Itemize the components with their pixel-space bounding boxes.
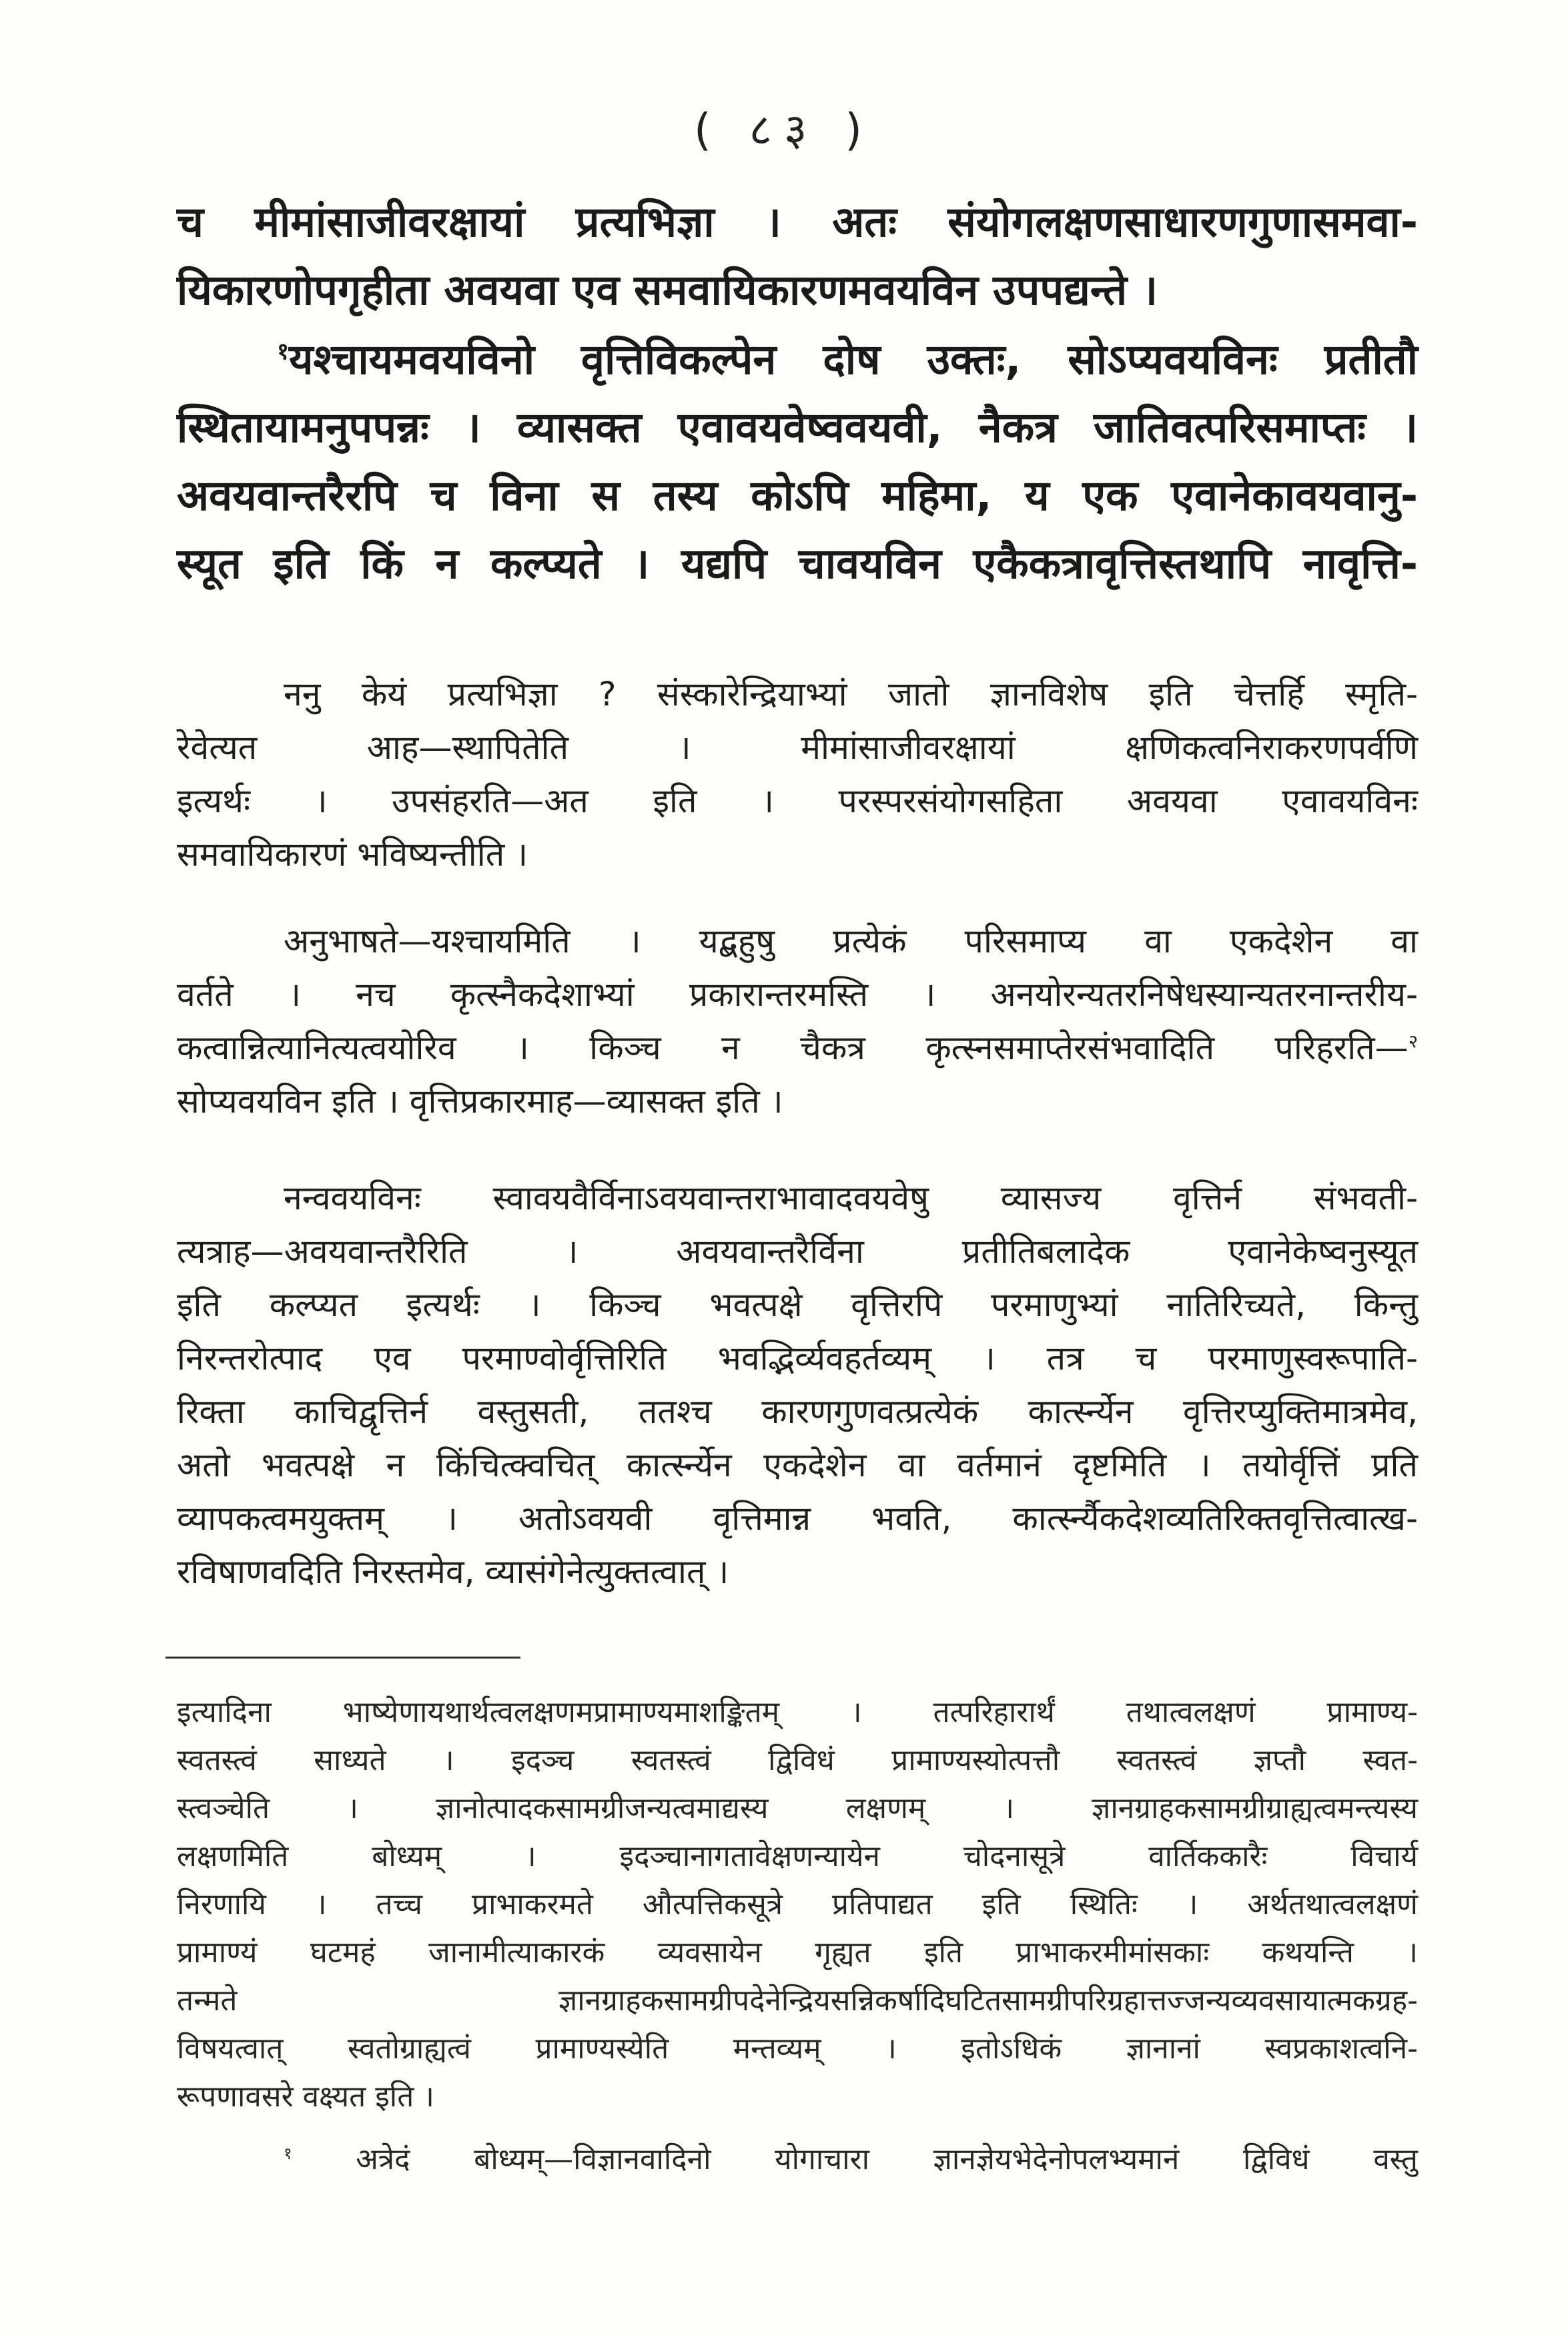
text-line: स्वतस्त्वं साध्यते । इदञ्च स्वतस्त्वं द्विविधं प्रामाण्यस्योत्पत्तौ स्वतस्त्वं ज्ञप्तौ स्वत- [177,1743,1418,1777]
text-line: सोप्यवयविन इति । वृत्तिप्रकारमाह—व्यासक्त इति । [177,1082,783,1121]
text-line: रेवेत्यत आह—स्थापितेति । मीमांसाजीवरक्षायां क्षणिकत्वनिराकरणपर्वणि [177,728,1418,767]
text-line: त्यत्राह—अवयवान्तरैरिति । अवयवान्तरैर्विना प्रतीतिबलादेक एवानेकेष्वनुस्यूत [177,1232,1418,1271]
text-line: रविषाणवदिति निरस्तमेव, व्यासंगेनेत्युक्तत्वात् । [177,1552,729,1591]
text-line: इत्यर्थः । उपसंहरति—अत इति । परस्परसंयोगसहिता अवयवा एवावयविनः [177,782,1418,820]
commentary-paragraph-2 [177,914,1418,1128]
text-line: व्यापकत्वमयुक्तम् । अतोऽवयवी वृत्तिमान्न भवति, कार्त्स्न्यैकदेशव्यतिरिक्तवृत्तित्वात्ख- [177,1499,1418,1538]
text-line: निरणायि । तच्च प्राभाकरमते औत्पत्तिकसूत्रे प्रतिपाद्यत इति स्थितिः । अर्थतथात्वलक्षणं [177,1887,1418,1922]
text-line: स्त्वञ्चेति । ज्ञानोत्पादकसामग्रीजन्यत्वमाद्यस्य लक्षणम् । ज्ञानग्राहकसामग्रीग्राह्यत्वमन्त्यस्य [177,1791,1418,1825]
commentary-paragraph-1 [177,667,1418,881]
text-line: अतो भवत्पक्षे न किंचित्क्वचित् कार्त्स्न्येन एकदेशेन वा वर्तमानं दृष्टमिति । तयोर्वृत्तिं प्रति [177,1446,1418,1484]
text-line: स्यूत इति किं न कल्प्यते । यद्यपि चावयविन एकैकत्रावृत्तिस्तथापि नावृत्ति- [177,539,1418,588]
text-line: यिकारणोपगृहीता अवयवा एव समवायिकारणमवयविन उपपद्यन्ते । [177,266,1158,314]
page-number: ( ८३ ) [693,104,875,156]
text-line: इत्यादिना भाष्येणायथार्थत्वलक्षणमप्रामाण्यमाशङ्कितम् । तत्परिहारार्थं तथात्वलक्षणं प्रामाण्य- [177,1695,1418,1729]
text-line-content: यश्चायमवयविनो वृत्तिविकल्पेन दोष उक्तः, सोऽप्यवयविनः प्रतीतौ [289,335,1418,384]
footnote-marker: १ [277,338,290,365]
text-line: प्रामाण्यं घटमहं जानामीत्याकारकं व्यवसायेन गृह्यत इति प्राभाकरमीमांसकाः कथयन्ति । [177,1936,1418,1970]
text-line [177,326,1418,394]
text-line: ननु केयं प्रत्यभिज्ञा ? संस्कारेन्द्रियाभ्यां जातो ज्ञानविशेष इति चेत्तर्हि स्मृति- [284,675,1418,713]
footnote-2 [177,2136,1418,2184]
text-line: नन्ववयविनः स्वावयवैर्विनाऽवयवान्तराभावादवयवेषु व्यासज्य वृत्तिर्न संभवती- [284,1179,1418,1217]
text-line-content: अत्रेदं बोध्यम्—विज्ञानवादिनो योगाचारा ज्ञानज्ञेयभेदेनोपलभ्यमानं द्विविधं वस्तु [356,2142,1418,2176]
text-line: लक्षणमिति बोध्यम् । इदञ्चानागतावेक्षणन्यायेन चोदनासूत्रे वार्तिककारैः विचार्य [177,1839,1418,1873]
text-line: निरन्तरोत्पाद एव परमाण्वोर्वृत्तिरिति भवद्भिर्व्यवहर्तव्यम् । तत्र च परमाणुस्वरूपाति- [177,1339,1418,1378]
footnote-divider [165,1657,520,1659]
footnote-marker: १ [284,2144,292,2163]
footnote-1 [177,1689,1418,2121]
footnote-marker: २ [1408,1031,1418,1053]
text-line: वर्तते । नच कृत्स्नैकदेशाभ्यां प्रकारान्तरमस्ति । अनयोरन्यतरनिषेधस्यान्यतरनान्तरीय- [177,975,1418,1014]
main-paragraph-2 [177,326,1418,598]
text-line [177,1021,1418,1075]
text-line: अनुभाषते—यश्चायमिति । यद्बहुषु प्रत्येकं परिसमाप्य वा एकदेशेन वा [284,922,1418,960]
text-line: स्थितायामनुपपन्नः । व्यासक्त एवावयवेष्ववयवी, नैकत्र जातिवत्परिसमाप्तः । [177,403,1418,452]
text-line: रिक्ता काचिद्वृत्तिर्न वस्तुसती, ततश्च कारणगुणवत्प्रत्येकं कार्त्स्न्येन वृत्तिरप्युक्तिमात्रमेव, [177,1392,1418,1431]
text-line: समवायिकारणं भविष्यन्तीति । [177,835,528,874]
text-line: विषयत्वात् स्वतोग्राह्यत्वं प्रामाण्यस्येति मन्तव्यम् । इतोऽधिकं ज्ञानानां स्वप्रकाशत्वनि- [177,2032,1418,2066]
text-line: अवयवान्तरैरपि च विना स तस्य कोऽपि महिमा, य एक एवानेकावयवानु- [177,471,1418,520]
text-line [177,2136,1418,2184]
commentary-paragraph-3 [177,1171,1418,1598]
text-line: रूपणावसरे वक्ष्यत इति । [177,2080,434,2114]
text-line-content: कत्वान्नित्यानित्यत्वयोरिव । किञ्च न चैकत्र कृत्स्नसमाप्तेरसंभवादिति परिहरति— [177,1029,1409,1067]
text-line: च मीमांसाजीवरक्षायां प्रत्यभिज्ञा । अतः संयोगलक्षणसाधारणगुणासमवा- [177,198,1418,246]
main-paragraph-1 [177,188,1418,324]
text-line: इति कल्प्यत इत्यर्थः । किञ्च भवत्पक्षे वृत्तिरपि परमाणुभ्यां नातिरिच्यते, किन्तु [177,1285,1418,1324]
text-line: तन्मते ज्ञानग्राहकसामग्रीपदेनेन्द्रियसन्निकर्षादिघटितसामग्रीपरिग्रहात्तज्जन्यव्यवसायात्मकग्रह- [177,1984,1418,2018]
